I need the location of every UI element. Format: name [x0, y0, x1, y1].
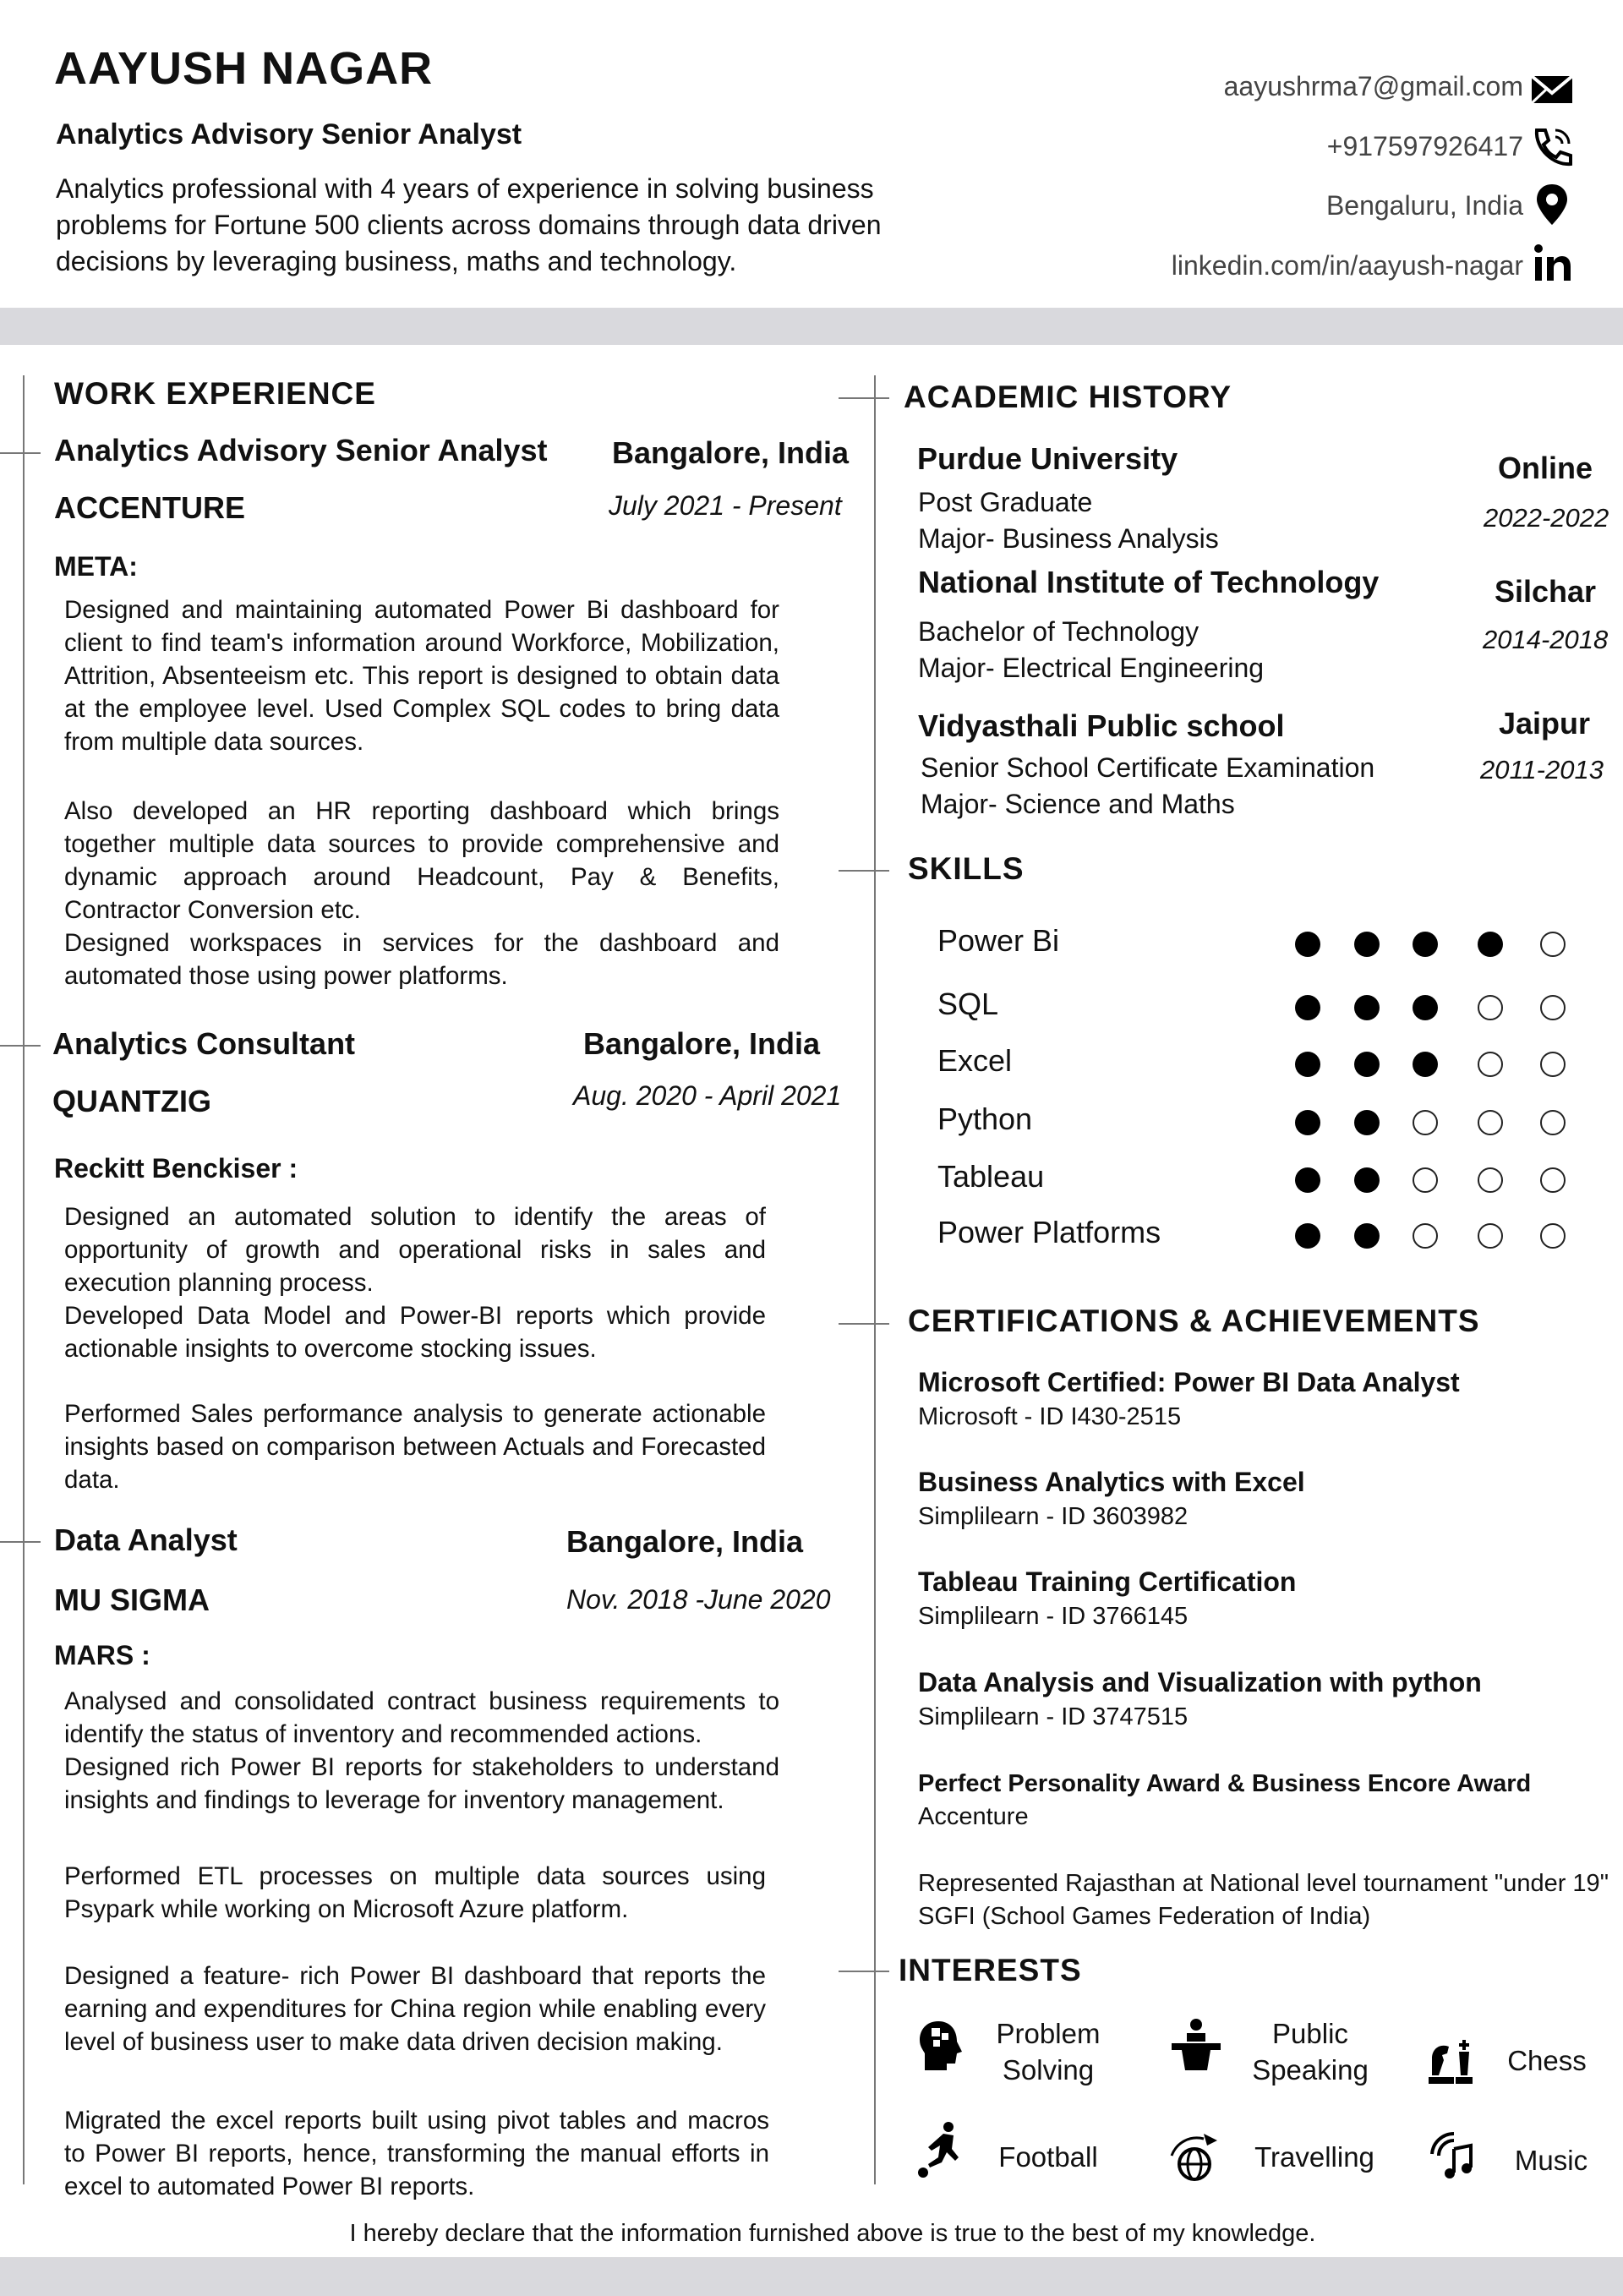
skill-dot-filled — [1295, 1110, 1320, 1135]
job-location: Bangalore, India — [566, 1524, 804, 1559]
cert-issuer: Simplilearn - ID 3747515 — [918, 1703, 1189, 1730]
cert-title: Business Analytics with Excel — [918, 1467, 1305, 1497]
skill-dot-empty — [1540, 1223, 1566, 1249]
skill-dot-filled — [1413, 995, 1438, 1020]
skill-dot-filled — [1354, 1167, 1380, 1193]
cert-title: Microsoft Certified: Power BI Data Analyst — [918, 1367, 1460, 1397]
map-pin-icon — [1528, 181, 1576, 228]
candidate-role: Analytics Advisory Senior Analyst — [56, 118, 522, 150]
school-name: National Institute of Technology — [918, 565, 1380, 599]
interest-label: Chess — [1507, 2045, 1587, 2076]
linkedin-icon — [1528, 240, 1576, 287]
job-bullet: Analysed and consolidated contract business requirements to identify the status of inventory and recommended actions. — [64, 1687, 779, 1748]
job-bullet: Designed a feature- rich Power BI dashboard that reports the earning and expenditures for China region while enabling every level of business user to make data driven decision making. — [64, 1962, 766, 2056]
phone-icon — [1528, 123, 1576, 171]
left-timeline — [23, 375, 25, 2184]
skill-name: Power Bi — [937, 923, 1060, 958]
interest-label: Public Speaking — [1252, 2018, 1369, 2086]
declaration: I hereby declare that the information furnished above is true to the best of my knowledge. — [349, 2220, 1316, 2247]
tick-academic — [839, 397, 889, 399]
skill-dot-filled — [1354, 1110, 1380, 1135]
globe-plane-icon — [1165, 2130, 1224, 2189]
job-location: Bangalore, India — [612, 435, 850, 470]
contact-linkedin[interactable]: linkedin.com/in/aayush-nagar — [1171, 250, 1523, 281]
interest-label: Travelling — [1254, 2141, 1374, 2173]
skill-name: Power Platforms — [937, 1215, 1161, 1249]
job-bullet: Also developed an HR reporting dashboard which brings together multiple data sources to provide comprehensive and dynamic approach around Headcount, Pay & Benefits, Contractor Conversion etc. — [64, 797, 779, 924]
skill-dot-filled — [1354, 995, 1380, 1020]
contact-email[interactable]: aayushrma7@gmail.com — [1223, 71, 1523, 101]
skill-dot-filled — [1295, 1167, 1320, 1193]
skill-dot-filled — [1478, 932, 1503, 957]
skill-dot-empty — [1478, 1110, 1503, 1135]
skill-dot-empty — [1478, 1167, 1503, 1193]
school-dates: 2022-2022 — [1484, 503, 1609, 533]
skills-heading: SKILLS — [908, 851, 1025, 886]
skill-dot-empty — [1540, 1110, 1566, 1135]
skill-name: Python — [937, 1102, 1033, 1136]
puzzle-head-icon — [913, 2016, 972, 2075]
tick-skills — [839, 870, 889, 872]
job-bullet: Designed and maintaining automated Power Bi dashboard for client to find team's information around Workforce, Mobilization, Attrition, Absenteeism etc. This report is designed to obtain data at the employee level. Used Complex SQL codes to bring data from multiple data sources. — [64, 596, 779, 756]
candidate-name: AAYUSH NAGAR — [54, 43, 434, 94]
cert-issuer: Microsoft - ID I430-2515 — [918, 1403, 1182, 1430]
job-company: QUANTZIG — [52, 1084, 211, 1118]
skill-dot-filled — [1354, 932, 1380, 957]
job-bullet: Migrated the excel reports built using pivot tables and macros to Power BI reports, hence, transforming the manual efforts in excel to automated Power BI reports. — [64, 2107, 769, 2200]
job-bullet: Performed Sales performance analysis to generate actionable insights based on comparison between Actuals and Forecasted data. — [64, 1400, 766, 1494]
skill-dot-filled — [1354, 1052, 1380, 1077]
job-company: MU SIGMA — [54, 1583, 210, 1617]
podium-speaker-icon — [1167, 2016, 1226, 2075]
cert-title: Data Analysis and Visualization with python — [918, 1667, 1482, 1697]
school-dates: 2011-2013 — [1480, 755, 1604, 784]
skill-dot-empty — [1540, 932, 1566, 957]
degree: Post Graduate — [918, 487, 1093, 517]
tick-interests — [839, 1971, 889, 1972]
degree: Bachelor of Technology — [918, 616, 1199, 647]
certs-heading: CERTIFICATIONS & ACHIEVEMENTS — [908, 1304, 1480, 1338]
skill-dot-empty — [1478, 1052, 1503, 1077]
job-client: META: — [54, 551, 138, 582]
skill-dot-empty — [1478, 995, 1503, 1020]
job-dates: Nov. 2018 -June 2020 — [566, 1584, 831, 1615]
major: Major- Science and Maths — [921, 789, 1235, 819]
cert-title: Tableau Training Certification — [918, 1566, 1297, 1597]
job-bullet: Developed Data Model and Power-BI reports which provide actionable insights to overcome stocking issues. — [64, 1302, 766, 1363]
skill-dot-empty — [1540, 995, 1566, 1020]
skill-dot-empty — [1540, 1167, 1566, 1193]
skill-dot-filled — [1295, 1052, 1320, 1077]
skill-dot-empty — [1413, 1110, 1438, 1135]
skill-name: SQL — [937, 987, 999, 1021]
school-location: Online — [1498, 451, 1593, 485]
music-note-icon — [1425, 2129, 1484, 2188]
chess-pieces-icon — [1424, 2033, 1483, 2092]
school-location: Silchar — [1495, 574, 1597, 609]
work-heading: WORK EXPERIENCE — [54, 376, 376, 411]
skill-dot-empty — [1413, 1167, 1438, 1193]
header-divider-band — [0, 308, 1623, 345]
major: Major- Business Analysis — [918, 523, 1219, 554]
skill-dot-filled — [1295, 995, 1320, 1020]
cert-issuer: Simplilearn - ID 3766145 — [918, 1603, 1189, 1630]
skill-dot-filled — [1413, 932, 1438, 957]
major: Major- Electrical Engineering — [918, 653, 1265, 683]
cert-issuer: Simplilearn - ID 3603982 — [918, 1503, 1189, 1530]
skill-name: Excel — [937, 1043, 1013, 1078]
job-bullet: Designed rich Power BI reports for stakeholders to understand insights and findings to leverage for inventory management. — [64, 1753, 779, 1814]
right-timeline — [874, 375, 876, 2184]
skill-dot-filled — [1354, 1223, 1380, 1249]
job-title: Data Analyst — [54, 1522, 238, 1557]
job-bullet: Designed an automated solution to identify the areas of opportunity of growth and operational risks in sales and execution planning process. — [64, 1203, 766, 1297]
interests-heading: INTERESTS — [899, 1953, 1082, 1987]
cert-title: Perfect Personality Award & Business Encore Award — [918, 1770, 1532, 1797]
job-bullet: Performed ETL processes on multiple data sources using Psypark while working on Microsoft Azure platform. — [64, 1862, 766, 1923]
envelope-icon — [1528, 66, 1576, 113]
profile-summary: Analytics professional with 4 years of experience in solving business problems for Fortune 500 clients across domains through data driven decisions by leveraging business, maths and technology. — [56, 173, 882, 276]
tick-certs — [839, 1323, 889, 1325]
tick-job-3 — [0, 1541, 41, 1543]
school-location: Jaipur — [1499, 706, 1591, 741]
contact-phone[interactable]: +917597926417 — [1326, 131, 1523, 161]
job-title: Analytics Advisory Senior Analyst — [54, 433, 548, 467]
skill-dot-empty — [1413, 1223, 1438, 1249]
school-name: Vidyasthali Public school — [918, 708, 1285, 743]
skill-dot-empty — [1478, 1223, 1503, 1249]
job-company: ACCENTURE — [54, 490, 246, 525]
degree: Senior School Certificate Examination — [921, 752, 1375, 783]
job-location: Bangalore, India — [583, 1026, 821, 1061]
skill-dot-filled — [1413, 1052, 1438, 1077]
footer-band — [0, 2257, 1623, 2296]
school-dates: 2014-2018 — [1483, 625, 1609, 654]
job-dates: July 2021 - Present — [609, 490, 842, 521]
school-name: Purdue University — [917, 441, 1178, 476]
skill-dot-filled — [1295, 932, 1320, 957]
job-dates: Aug. 2020 - April 2021 — [573, 1080, 842, 1111]
job-client: MARS : — [54, 1640, 150, 1670]
contact-location: Bengaluru, India — [1325, 190, 1523, 221]
interest-label: Problem Solving — [996, 2018, 1101, 2086]
interest-label: Football — [998, 2141, 1098, 2173]
tick-job-1 — [0, 452, 41, 454]
job-title: Analytics Consultant — [52, 1026, 356, 1061]
academic-heading: ACADEMIC HISTORY — [904, 380, 1232, 414]
football-player-icon — [913, 2120, 972, 2179]
skill-dot-filled — [1295, 1223, 1320, 1249]
tick-job-2 — [0, 1045, 41, 1047]
interest-label: Music — [1514, 2145, 1588, 2176]
skill-dot-empty — [1540, 1052, 1566, 1077]
job-client: Reckitt Benckiser : — [54, 1153, 298, 1184]
job-bullet: Designed workspaces in services for the dashboard and automated those using power platforms. — [64, 929, 779, 990]
achievement-note: Represented Rajasthan at National level tournament "under 19" SGFI (School Games Federation of India) — [918, 1870, 1609, 1930]
cert-issuer: Accenture — [918, 1803, 1029, 1830]
skill-name: Tableau — [937, 1159, 1045, 1194]
